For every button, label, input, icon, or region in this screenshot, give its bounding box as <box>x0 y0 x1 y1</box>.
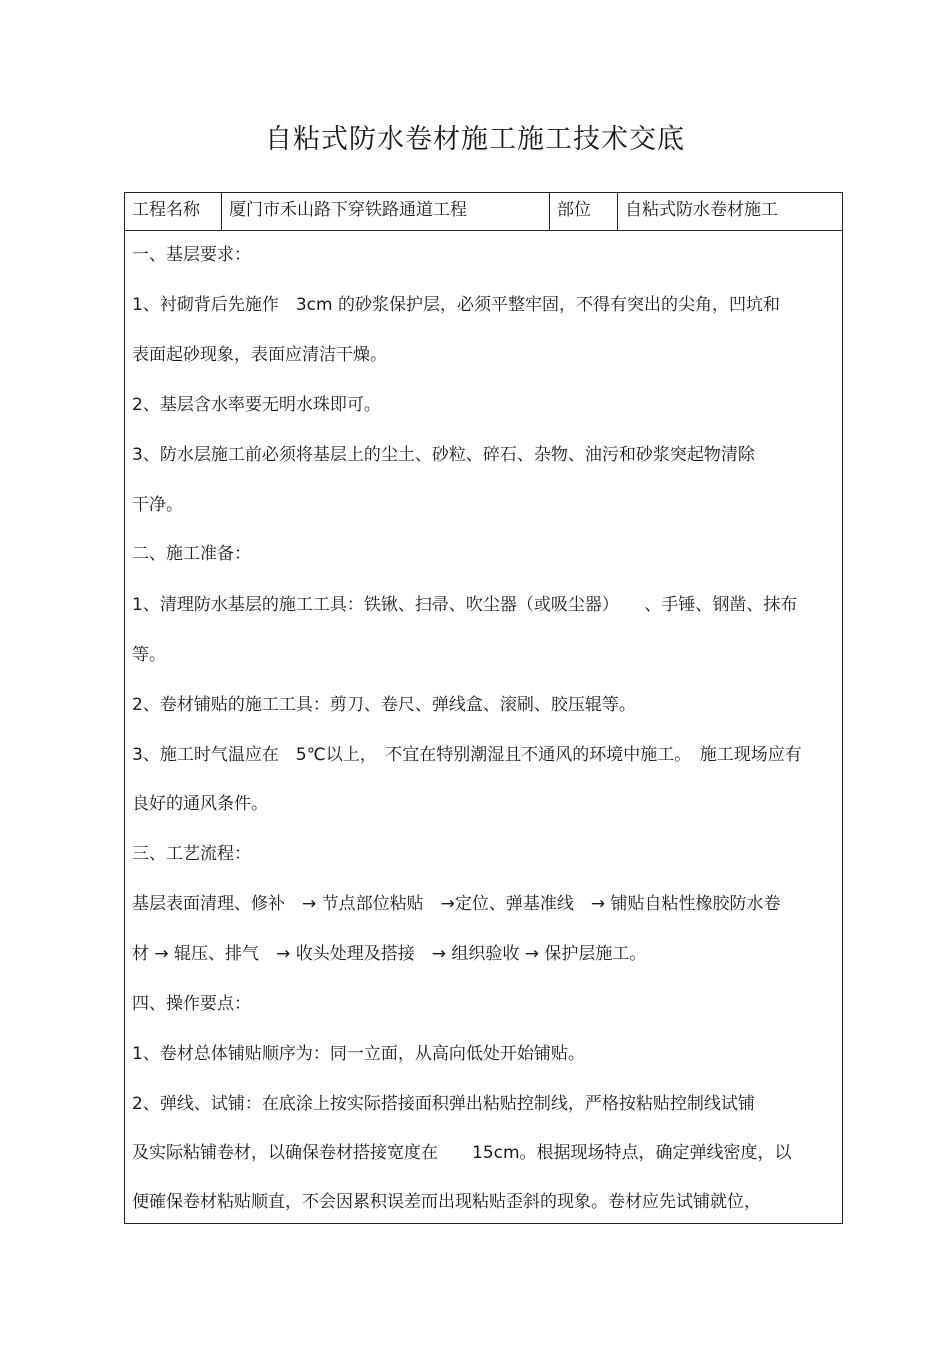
body-line: 基层表面清理、修补 → 节点部位粘贴 →定位、弹基准线 → 铺贴自粘性橡胶防水卷 <box>132 894 781 914</box>
body-line: 表面起砂现象，表面应清洁干燥。 <box>132 345 387 365</box>
body-line: 1、清理防水基层的施工工具：铁锹、扫帚、吹尘器（或吸尘器） 、手锤、钢凿、抹布 <box>132 595 798 615</box>
part-value: 自粘式防水卷材施工 <box>625 200 778 220</box>
section-heading: 一、基层要求： <box>132 245 251 265</box>
body-line: 1、衬砌背后先施作 3cm 的砂浆保护层，必须平整牢固，不得有突出的尖角，凹坑和 <box>132 295 780 315</box>
header-row <box>125 193 842 231</box>
body-line: 及实际粘铺卷材，以确保卷材搭接宽度在 15cm。根据现场特点，确定弹线密度，以 <box>132 1143 792 1163</box>
body-line: 等。 <box>132 645 166 665</box>
page-title: 自粘式防水卷材施工施工技术交底 <box>265 124 685 155</box>
body-line: 2、基层含水率要无明水珠即可。 <box>132 395 381 415</box>
body-line: 便確保卷材粘贴顺直，不会因累积误差而出现粘贴歪斜的现象。卷材应先试铺就位， <box>132 1192 761 1212</box>
project-name-label: 工程名称 <box>125 193 222 230</box>
section-heading: 三、工艺流程： <box>132 844 251 864</box>
body-line: 3、防水层施工前必须将基层上的尘土、砂粒、碎石、杂物、油污和砂浆突起物清除 <box>132 445 755 465</box>
body-line: 2、弹线、试铺：在底涂上按实际搭接面积弹出粘贴控制线，严格按粘贴控制线试铺 <box>132 1094 755 1114</box>
project-name-value: 厦门市禾山路下穿铁路通道工程 <box>222 193 550 230</box>
section-heading: 二、施工准备： <box>132 544 251 564</box>
body-line: 良好的通风条件。 <box>132 794 268 814</box>
disclosure-table <box>124 192 843 1224</box>
part-label: 部位 <box>550 193 618 230</box>
body-line: 3、施工时气温应在 5℃以上， 不宜在特别潮湿且不通风的环境中施工。 施工现场应有 <box>132 745 802 765</box>
body-line: 材 → 辊压、排气 → 收头处理及搭接 → 组织验收 → 保护层施工。 <box>132 944 647 964</box>
section-heading: 四、操作要点： <box>132 994 251 1014</box>
body-line: 1、卷材总体铺贴顺序为：同一立面，从高向低处开始铺贴。 <box>132 1044 585 1064</box>
body-line: 干净。 <box>132 495 183 515</box>
body-line: 2、卷材铺贴的施工工具：剪刀、卷尺、弹线盒、滚刷、胶压辊等。 <box>132 695 636 715</box>
